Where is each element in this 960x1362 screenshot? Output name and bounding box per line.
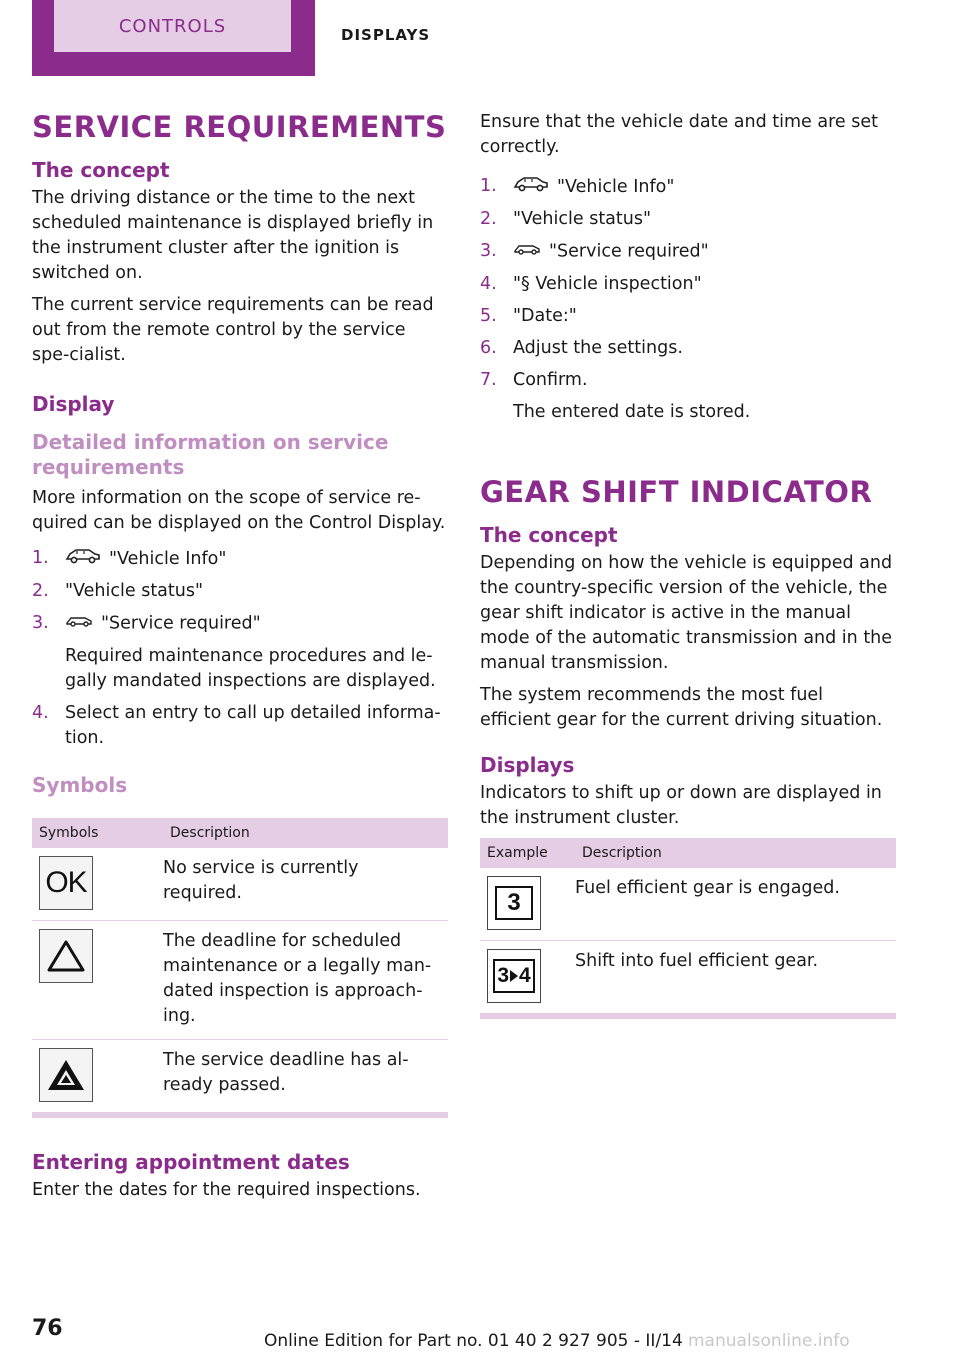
step-number: 2. xyxy=(480,209,497,229)
intro-paragraph: Ensure that the vehicle date and time are set correctly. xyxy=(480,112,878,157)
list-item xyxy=(480,272,896,297)
step-number: 5. xyxy=(480,305,497,326)
table-cell-description: Shift into fuel efficient gear. xyxy=(575,940,896,1013)
table-row xyxy=(32,848,448,921)
step-number: 1. xyxy=(480,176,497,196)
step-text: "§ Vehicle inspection" xyxy=(513,273,702,294)
symbols-heading: Symbols xyxy=(32,772,128,797)
table-row xyxy=(480,940,896,1013)
step-number: 4. xyxy=(480,273,497,294)
step-number: 1. xyxy=(32,548,49,568)
step-text: Confirm. xyxy=(513,369,588,390)
gear-to-number: 4 xyxy=(519,964,531,987)
list-item xyxy=(32,611,448,694)
gear-number: 3 xyxy=(507,889,521,916)
gear-concept-paragraph-1: Depending on how the vehicle is equipped and the country-specific version of the vehicle, the gear shift indicator is active in the manual mode of the automatic transmission and in the manual transmission. xyxy=(480,552,893,673)
page-number: 76 xyxy=(32,1316,63,1341)
gear-concept-paragraph-2: The system recommends the most fuel efficient gear for the current driving situation. xyxy=(480,684,883,730)
gear-from-number: 3 xyxy=(497,964,509,987)
warning-triangle-filled-icon xyxy=(39,1048,93,1102)
gear-shift-up-symbol xyxy=(487,949,541,1003)
list-item xyxy=(480,174,896,200)
edition-footer: Online Edition for Part no. 01 40 2 927 905 - II/14 xyxy=(264,1331,683,1351)
tab-controls[interactable] xyxy=(32,0,315,76)
right-column xyxy=(480,110,896,1019)
step-text: "Date:" xyxy=(513,305,577,326)
section-title-gear-shift-indicator: GEAR SHIFT INDICATOR xyxy=(480,474,873,509)
list-item xyxy=(480,207,896,232)
table-header-symbols: Symbols xyxy=(32,818,163,848)
displays-heading: Displays xyxy=(480,752,575,777)
table-row xyxy=(480,868,896,941)
watermark: manualsonline.info xyxy=(688,1331,850,1351)
date-steps-list xyxy=(480,174,896,425)
step-text: "Service required" xyxy=(101,613,261,634)
displays-paragraph: Indicators to shift up or down are displayed in the instrument cluster. xyxy=(480,782,882,828)
section-title-service-requirements: SERVICE REQUIREMENTS xyxy=(32,110,447,144)
step-text: "Vehicle status" xyxy=(513,209,652,229)
appointment-heading: Entering appointment dates xyxy=(32,1149,350,1174)
table-cell-description: No service is currently required. xyxy=(163,848,448,921)
list-item xyxy=(480,304,896,329)
car-service-icon xyxy=(513,239,541,264)
ok-symbol-label: OK xyxy=(45,866,87,899)
step-number: 3. xyxy=(480,241,497,261)
table-row xyxy=(32,1039,448,1112)
display-heading: Display xyxy=(32,392,115,416)
step-number: 3. xyxy=(32,613,49,633)
step-text: "Vehicle status" xyxy=(65,581,204,601)
concept-paragraph-1: The driving distance or the time to the next scheduled maintenance is displayed briefly in the instrument cluster after the ignition is switched on. xyxy=(32,188,434,283)
detailed-info-paragraph: More information on the scope of service re-quired can be displayed on the Control Display. xyxy=(32,488,446,533)
step-subtext: Required maintenance procedures and le-gally mandated inspections are displayed. xyxy=(65,645,436,691)
concept-heading: The concept xyxy=(32,158,170,182)
symbols-table xyxy=(32,818,448,1113)
step-text: "Vehicle Info" xyxy=(109,549,227,569)
tab-displays[interactable]: DISPLAYS xyxy=(341,26,431,44)
table-header-description: Description xyxy=(163,818,448,848)
step-text: Select an entry to call up detailed informa-tion. xyxy=(65,702,441,748)
table-cell-description: The deadline for scheduled maintenance or a legally man-dated inspection is approach-ing. xyxy=(163,920,448,1039)
gear-concept-heading: The concept xyxy=(480,522,618,547)
warning-triangle-outline-icon xyxy=(39,929,93,983)
table-header-description: Description xyxy=(575,838,896,868)
left-column xyxy=(32,110,448,1210)
table-row xyxy=(32,920,448,1039)
table-end-rule xyxy=(32,1113,448,1118)
table-cell-description: The service deadline has al-ready passed. xyxy=(163,1039,448,1112)
shift-arrow-icon xyxy=(509,969,519,983)
detailed-info-heading: Detailed information on service requirements xyxy=(32,430,389,479)
car-icon xyxy=(513,174,549,200)
list-item xyxy=(480,336,896,361)
list-item xyxy=(32,546,448,572)
list-item xyxy=(32,579,448,604)
step-text: "Vehicle Info" xyxy=(557,177,675,197)
ok-symbol xyxy=(39,856,93,910)
step-text: Adjust the settings. xyxy=(513,337,683,358)
list-item xyxy=(480,368,896,425)
appointment-paragraph: Enter the dates for the required inspections. xyxy=(32,1179,421,1200)
table-end-rule xyxy=(480,1014,896,1019)
step-subtext: The entered date is stored. xyxy=(513,401,751,422)
step-number: 7. xyxy=(480,369,497,390)
list-item xyxy=(480,239,896,265)
steps-list xyxy=(32,546,448,751)
gear-engaged-symbol xyxy=(487,876,541,930)
table-header-example: Example xyxy=(480,838,575,868)
step-number: 4. xyxy=(32,702,49,723)
car-service-icon xyxy=(65,611,93,636)
step-text: "Service required" xyxy=(549,241,709,262)
gear-table xyxy=(480,838,896,1014)
car-icon xyxy=(65,546,101,572)
step-number: 2. xyxy=(32,581,49,601)
step-number: 6. xyxy=(480,337,497,358)
list-item xyxy=(32,701,448,751)
concept-paragraph-2: The current service requirements can be read out from the remote control by the service spe-cialist. xyxy=(32,295,434,365)
tab-controls-label: CONTROLS xyxy=(54,0,291,52)
table-cell-description: Fuel efficient gear is engaged. xyxy=(575,868,896,941)
